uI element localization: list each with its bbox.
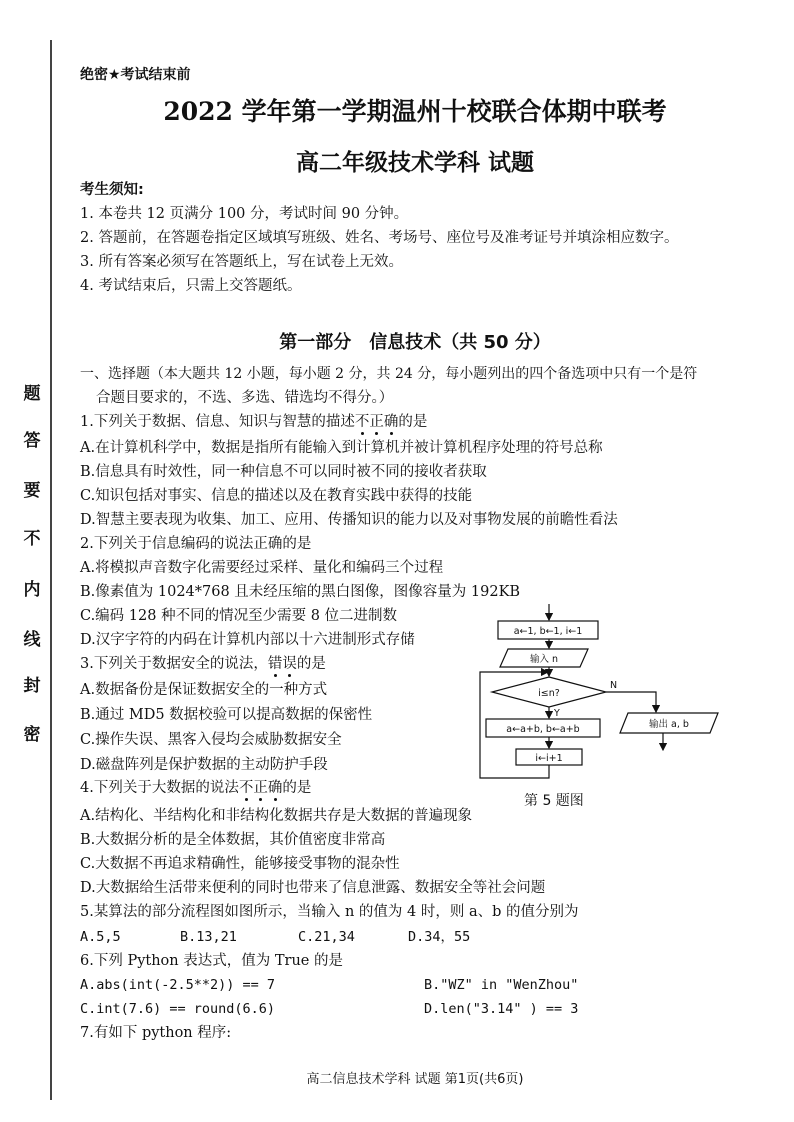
question-6-option-d: D.len("3.14" ) == 3 (424, 1001, 579, 1017)
part-title: 第一部分 信息技术（共 50 分） (279, 332, 551, 353)
question-4-option-b: B.大数据分析的是全体数据，其价值密度非常高 (80, 832, 386, 848)
margin-char-1: 密 (23, 725, 41, 745)
question-5-option-d: D.34，55 (408, 929, 471, 945)
question-3-option-b: B.通过 MD5 数据校验可以提高数据的保密性 (80, 707, 373, 723)
question-5-flowchart (470, 600, 720, 800)
exam-title: 2022 学年第一学期温州十校联合体期中联考 (163, 97, 667, 126)
question-3-option-c: C.操作失误、黑客入侵均会威胁数据安全 (80, 732, 342, 748)
notice-item: 1. 本卷共 12 页满分 100 分，考试时间 90 分钟。 (80, 206, 409, 222)
question-7-stem: 7.有如下 python 程序: (80, 1025, 232, 1041)
question-1-stem: 1.下列关于数据、信息、知识与智慧的描述不正确的是 (80, 414, 428, 430)
secret-mark: 绝密★考试结束前 (80, 67, 191, 83)
question-2-option-c: C.编码 128 种不同的情况至少需要 8 位二进制数 (80, 608, 398, 624)
question-2-option-b: B.像素值为 1024*768 且未经压缩的黑白图像，图像容量为 192KB (80, 584, 521, 600)
question-2-option-a: A.将模拟声音数字化需要经过采样、量化和编码三个过程 (80, 560, 444, 576)
question-6-stem: 6.下列 Python 表达式，值为 True 的是 (80, 953, 343, 969)
margin-char-7: 答 (23, 431, 41, 451)
question-1-option-c: C.知识包括对事实、信息的描述以及在教育实践中获得的技能 (80, 488, 473, 504)
flowchart-caption: 第 5 题图 (524, 793, 584, 809)
exam-subtitle: 高二年级技术学科 试题 (295, 149, 534, 176)
question-6-option-b: B."WZ" in "WenZhou" (424, 977, 579, 993)
question-2-stem: 2.下列关于信息编码的说法正确的是 (80, 536, 312, 552)
question-4-option-c: C.大数据不再追求精确性，能够接受事物的混杂性 (80, 856, 400, 872)
flow-condition-text: i≤n? (538, 688, 560, 699)
question-6-option-c: C.int(7.6) == round(6.6) (80, 1001, 276, 1017)
question-3-option-a: A.数据备份是保证数据安全的一种方式 (80, 682, 328, 698)
notice-item: 3. 所有答案必须写在答题纸上，写在试卷上无效。 (80, 254, 403, 270)
question-2-option-d: D.汉字字符的内码在计算机内部以十六进制形式存储 (80, 632, 415, 648)
margin-char-2: 封 (23, 676, 41, 696)
flow-output-text: 输出 a, b (649, 719, 689, 730)
question-4-stem: 4.下列关于大数据的说法不正确的是 (80, 780, 312, 796)
question-5-option-b: B.13,21 (180, 929, 237, 945)
margin-char-5: 不 (23, 529, 41, 549)
question-5-option-a: A.5,5 (80, 929, 121, 945)
question-1-option-b: B.信息具有时效性，同一种信息不可以同时被不同的接收者获取 (80, 464, 487, 480)
flow-init-text: a←1, b←1, i←1 (513, 626, 583, 637)
flow-yes-label: Y (554, 708, 560, 719)
question-5-stem: 5.某算法的部分流程图如图所示，当输入 n 的值为 4 时，则 a、b 的值分别为 (80, 904, 579, 920)
flow-increment-text: i←i+1 (535, 753, 563, 764)
question-1-option-a: A.在计算机科学中，数据是指所有能输入到计算机并被计算机程序处理的符号总称 (80, 440, 603, 456)
page-footer: 高二信息技术学科 试题 第1页(共6页) (306, 1072, 524, 1087)
notice-heading: 考生须知: (80, 182, 144, 198)
question-1-option-d: D.智慧主要表现为收集、加工、应用、传播知识的能力以及对事物发展的前瞻性看法 (80, 512, 618, 528)
notice-item: 4. 考试结束后，只需上交答题纸。 (80, 278, 302, 294)
section-intro: 合题目要求的，不选、多选、错选均不得分。） (96, 390, 394, 406)
section-intro: 一、选择题（本大题共 12 小题，每小题 2 分，共 24 分，每小题列出的四个备选项中只有一个是符 (80, 366, 698, 382)
flow-no-label: N (610, 680, 618, 691)
margin-char-3: 线 (23, 630, 41, 650)
question-5-option-c: C.21,34 (298, 929, 355, 945)
question-3-stem: 3.下列关于数据安全的说法，错误的是 (80, 656, 326, 672)
flow-process-text: a←a+b, b←a+b (506, 724, 580, 735)
question-6-option-a: A.abs(int(-2.5**2)) == 7 (80, 977, 276, 993)
flow-input-text: 输入 n (529, 654, 559, 665)
notice-item: 2. 答题前，在答题卷指定区域填写班级、姓名、考场号、座位号及准考证号并填涂相应数字。 (80, 230, 679, 246)
margin-char-4: 内 (23, 580, 41, 600)
question-4-option-d: D.大数据给生活带来便利的同时也带来了信息泄露、数据安全等社会问题 (80, 880, 546, 896)
question-3-option-d: D.磁盘阵列是保护数据的主动防护手段 (80, 757, 328, 773)
flow-no-arrow (606, 692, 656, 712)
margin-char-8: 题 (23, 384, 41, 404)
margin-char-6: 要 (23, 481, 41, 501)
question-4-option-a: A.结构化、半结构化和非结构化数据共存是大数据的普遍现象 (80, 808, 473, 824)
binding-line (50, 40, 52, 1100)
